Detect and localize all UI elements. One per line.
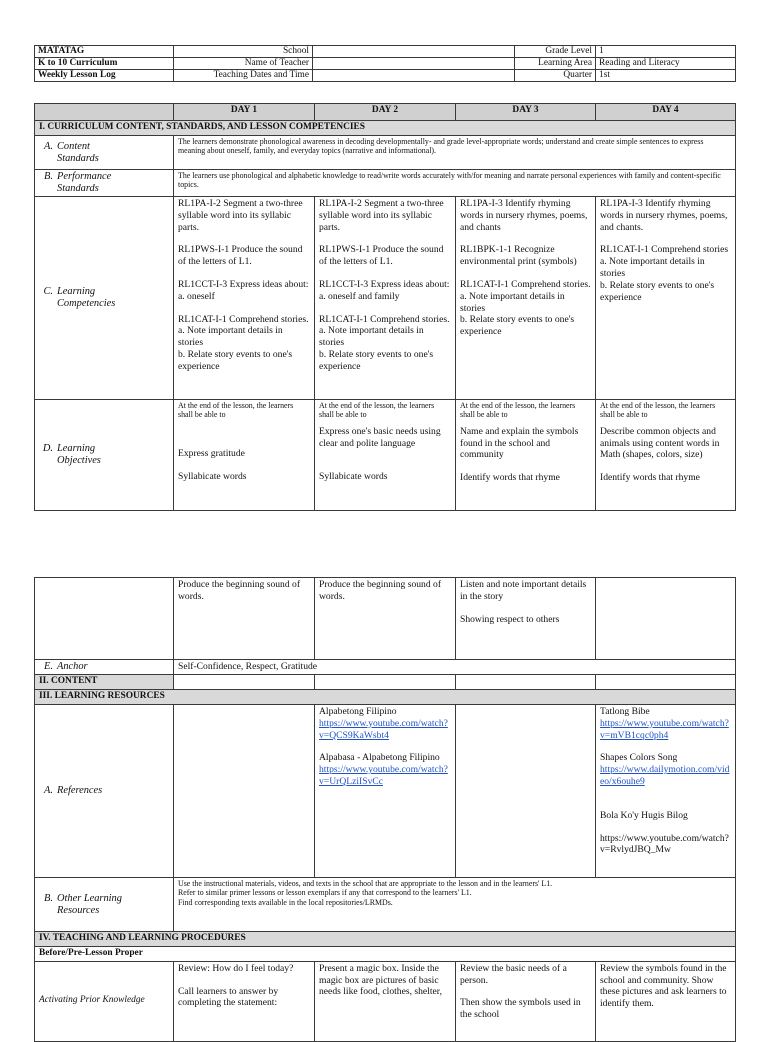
cell-line: Present a magic box. Inside the magic box are pictures of basic needs like food, clothes, shelter, bbox=[319, 962, 442, 998]
content-day-1 bbox=[174, 675, 315, 690]
objectives-row bbox=[35, 400, 736, 511]
cell-line: Showing respect to others bbox=[460, 613, 560, 625]
anchor-label-text: Anchor bbox=[57, 661, 88, 672]
teacher-value bbox=[313, 58, 515, 70]
day-4-header: DAY 4 bbox=[596, 104, 736, 121]
activating-day-1 bbox=[174, 961, 315, 1041]
line-gap bbox=[319, 303, 451, 314]
content-standards-text: The learners demonstrate phonological awareness in decoding developmentally- and grade level-appropriate words; understand and create simple sentences to express meaning about oneself, family, and everyday topics (narrative and informational). bbox=[174, 136, 736, 170]
lesson-log-table-continued bbox=[34, 577, 736, 1042]
cell-line: RL1CAT-I-1 Comprehend stories. bbox=[178, 313, 309, 325]
competencies-day-3 bbox=[456, 197, 596, 400]
objectives-continued-day-1 bbox=[174, 578, 315, 660]
cell-line: Review the basic needs of a person. bbox=[460, 962, 567, 986]
dates-value bbox=[313, 70, 515, 82]
section-procedures-title: IV. TEACHING AND LEARNING PROCEDURES bbox=[35, 932, 736, 947]
competencies-row bbox=[35, 197, 736, 400]
quarter-value: 1st bbox=[596, 70, 736, 82]
references-row bbox=[35, 705, 736, 878]
line-gap bbox=[460, 986, 591, 997]
activating-day-2 bbox=[315, 961, 456, 1041]
references-day-1 bbox=[174, 705, 315, 878]
competencies-label bbox=[35, 197, 174, 400]
reference-text: Alpabasa - Alpabetong Filipino bbox=[319, 752, 440, 764]
cell-line: a. Note important details in stories bbox=[600, 256, 705, 279]
objectives-continued-row bbox=[35, 578, 736, 660]
line-gap bbox=[178, 268, 310, 279]
anchor-row bbox=[35, 660, 736, 675]
competencies-day-2 bbox=[315, 197, 456, 400]
school-value bbox=[313, 46, 515, 58]
content-day-4 bbox=[596, 675, 736, 690]
objectives-label-line1: Learning bbox=[57, 443, 96, 454]
line-gap bbox=[178, 233, 310, 244]
performance-standards-row bbox=[35, 170, 736, 197]
section-resources-title: III. LEARNING RESOURCES bbox=[35, 690, 736, 705]
line-gap bbox=[600, 741, 731, 752]
line-gap bbox=[178, 303, 310, 314]
anchor-text: Self-Confidence, Respect, Gratitude bbox=[174, 660, 736, 675]
grade-level-value: 1 bbox=[596, 46, 736, 58]
objectives-label bbox=[35, 400, 174, 511]
line-gap bbox=[460, 268, 591, 279]
cell-line: Syllabicate words bbox=[178, 470, 247, 482]
cell-line: Identify words that rhyme bbox=[600, 472, 700, 484]
competencies-label-line1: Learning bbox=[57, 286, 96, 297]
day-header-row bbox=[35, 104, 736, 121]
performance-standards-index: B. bbox=[44, 171, 53, 182]
grade-level-label: Grade Level bbox=[515, 46, 596, 58]
cell-line: Produce the beginning sound of words. bbox=[178, 579, 301, 602]
other-resources-line-1: Use the instructional materials, videos, and texts in the school that are appropriate to the lesson and in the learners' L1. bbox=[178, 879, 553, 888]
objectives-label-line2: Objectives bbox=[57, 455, 101, 466]
other-resources-row bbox=[35, 878, 736, 932]
competencies-index: C. bbox=[43, 286, 53, 297]
cell-line: a. Note important details in stories bbox=[319, 325, 424, 349]
cell-line: Produce the beginning sound of words. bbox=[319, 579, 442, 602]
quarter-label: Quarter bbox=[515, 70, 596, 82]
section-curriculum-title: I. CURRICULUM CONTENT, STANDARDS, AND LESSON COMPETENCIES bbox=[35, 121, 736, 136]
content-standards-label bbox=[35, 136, 174, 170]
line-gap bbox=[460, 233, 591, 244]
cell-line: Call learners to answer by completing the statement: bbox=[178, 985, 279, 1009]
cell-line: b. Relate story events to one's experience bbox=[460, 314, 575, 338]
header-title-2: K to 10 Curriculum bbox=[35, 58, 174, 70]
cell-line: Express gratitude bbox=[178, 447, 245, 459]
performance-standards-label-line2: Standards bbox=[57, 183, 99, 194]
resources-section-row bbox=[35, 690, 736, 705]
day-3-header: DAY 3 bbox=[456, 104, 596, 121]
objectives-day-3 bbox=[456, 400, 596, 511]
objectives-day-1 bbox=[174, 400, 315, 511]
performance-standards-label-line1: Performance bbox=[57, 171, 112, 182]
other-resources-line-3: Find corresponding texts available in the local repositories/LRMDs. bbox=[178, 897, 393, 907]
cell-line: At the end of the lesson, the learners shall be able to bbox=[178, 401, 294, 420]
header-title-1: MATATAG bbox=[35, 46, 174, 58]
cell-line: RL1CAT-I-1 Comprehend stories bbox=[600, 244, 729, 256]
cell-line: RL1PA-I-3 Identify rhyming words in nursery rhymes, poems, and chants. bbox=[600, 198, 728, 233]
cell-line: RL1CCT-I-3 Express ideas about: bbox=[178, 278, 309, 290]
reference-text: Tatlong Bibe bbox=[600, 706, 650, 717]
cell-line: a. oneself and family bbox=[319, 290, 400, 302]
section-content-title: II. CONTENT bbox=[35, 675, 174, 690]
objectives-continued-day-4 bbox=[596, 578, 736, 660]
cell-line: a. Note important details in stories bbox=[460, 290, 565, 314]
performance-standards-text: The learners use phonological and alphabetic knowledge to read/write words accurately with/for meaning and narrate personal experiences with family and content-specific topics. bbox=[174, 170, 736, 197]
activating-row bbox=[35, 961, 736, 1041]
cell-line: Express one's basic needs using clear and polite language bbox=[319, 425, 441, 449]
line-gap bbox=[319, 460, 451, 471]
references-index: A. bbox=[44, 785, 53, 796]
reference-text: https://www.youtube.com/watch?v=RvlydJBQ_Mw bbox=[600, 832, 729, 856]
cell-line: Syllabicate words bbox=[319, 471, 388, 483]
references-day-2 bbox=[315, 705, 456, 878]
line-gap bbox=[178, 426, 310, 437]
line-gap bbox=[178, 975, 310, 986]
content-day-2 bbox=[315, 675, 456, 690]
cell-line: Then show the symbols used in the school bbox=[460, 997, 581, 1021]
day-1-header: DAY 1 bbox=[174, 104, 315, 121]
reference-link[interactable]: https://www.dailymotion.com/video/x6ouhe9 bbox=[600, 764, 730, 787]
learning-area-value: Reading and Literacy bbox=[596, 58, 736, 70]
teacher-label: Name of Teacher bbox=[174, 58, 313, 70]
performance-standards-label bbox=[35, 170, 174, 197]
reference-text: Shapes Colors Song bbox=[600, 752, 678, 764]
header-title-3: Weekly Lesson Log bbox=[35, 70, 174, 82]
cell-line: RL1CAT-I-1 Comprehend stories. bbox=[460, 278, 591, 290]
references-day-4 bbox=[596, 705, 736, 878]
line-gap bbox=[319, 233, 451, 244]
lesson-log-table bbox=[34, 103, 736, 511]
objectives-index: D. bbox=[42, 443, 53, 454]
objectives-day-2 bbox=[315, 400, 456, 511]
content-standards-index: A. bbox=[44, 140, 53, 152]
cell-line: At the end of the lesson, the learners shall be able to bbox=[319, 401, 435, 420]
cell-line: a. oneself bbox=[178, 290, 215, 302]
cell-line: b. Relate story events to one's experience bbox=[178, 348, 293, 372]
reference-link[interactable]: https://www.youtube.com/watch?v=QCS9KaWsbt4 bbox=[319, 717, 448, 741]
activating-day-4 bbox=[596, 961, 736, 1041]
cell-line: RL1BPK-1-1 Recognize environmental print (symbols) bbox=[460, 244, 577, 268]
cell-line: Name and explain the symbols found in the school and community bbox=[460, 425, 579, 461]
objectives-continued-day-3 bbox=[456, 578, 596, 660]
cell-line: b. Relate story events to one's experience bbox=[319, 348, 434, 372]
references-day-3 bbox=[456, 705, 596, 878]
cell-line: RL1PA-I-2 Segment a two-three syllable word into its syllabic parts. bbox=[178, 198, 303, 233]
section-row bbox=[35, 121, 736, 136]
cell-line: RL1CAT-I-1 Comprehend stories. bbox=[319, 313, 450, 325]
cell-line: a. Note important details in stories bbox=[178, 325, 283, 349]
cell-line: b. Relate story events to one's experience bbox=[600, 279, 715, 303]
competencies-label-line2: Competencies bbox=[57, 298, 116, 309]
dates-label: Teaching Dates and Time bbox=[174, 70, 313, 82]
reference-text: Alpabetong Filipino bbox=[319, 706, 397, 717]
cell-line: RL1PWS-I-1 Produce the sound of the letters of L1. bbox=[178, 244, 303, 268]
activating-label: Activating Prior Knowledge bbox=[35, 961, 174, 1041]
reference-link[interactable]: https://www.youtube.com/watch?v=UrQLziISvCc bbox=[319, 764, 448, 787]
competencies-day-4 bbox=[596, 197, 736, 400]
cell-line: At the end of the lesson, the learners shall be able to bbox=[460, 401, 576, 420]
line-gap bbox=[600, 822, 731, 833]
procedures-section-row bbox=[35, 932, 736, 947]
activating-day-3 bbox=[456, 961, 596, 1041]
competencies-day-1 bbox=[174, 197, 315, 400]
anchor-index: E. bbox=[44, 661, 53, 672]
reference-link[interactable]: https://www.youtube.com/watch?v=mVB1cqc0ph4 bbox=[600, 717, 729, 741]
other-resources-line-2: Refer to similar primer lessons or lesson exemplars if any that correspond to the learners' L1. bbox=[178, 888, 472, 898]
cell-line: Identify words that rhyme bbox=[460, 472, 560, 484]
line-gap bbox=[460, 603, 591, 614]
line-gap bbox=[319, 268, 451, 279]
anchor-label bbox=[35, 660, 174, 675]
other-resources-label bbox=[35, 878, 174, 932]
line-gap bbox=[178, 460, 310, 471]
content-standards-label-line2: Standards bbox=[57, 152, 99, 164]
references-label-text: References bbox=[57, 785, 103, 796]
cell-line: Review the symbols found in the school and community. Show these pictures and ask learners to identify them. bbox=[600, 962, 727, 1010]
other-resources-label-line2: Resources bbox=[57, 904, 100, 916]
line-gap bbox=[178, 437, 310, 448]
cell-line: RL1PA-I-2 Segment a two-three syllable word into its syllabic parts. bbox=[319, 198, 444, 233]
before-lesson-title: Before/Pre-Lesson Proper bbox=[35, 947, 736, 962]
objectives-continued-day-2 bbox=[315, 578, 456, 660]
cell-line: RL1CCT-I-3 Express ideas about: bbox=[319, 278, 450, 290]
line-gap bbox=[600, 233, 731, 244]
line-gap bbox=[600, 799, 731, 810]
cell-line: Review: How do I feel today? bbox=[178, 962, 294, 974]
content-standards-row bbox=[35, 136, 736, 170]
cell-line: Describe common objects and animals using content words in Math (shapes, colors, size) bbox=[600, 425, 720, 461]
content-day-3 bbox=[456, 675, 596, 690]
line-gap bbox=[600, 788, 731, 799]
cell-line: Listen and note important details in the story bbox=[460, 579, 587, 602]
content-standards-label-line1: Content bbox=[57, 140, 90, 152]
day-header-blank bbox=[35, 104, 174, 121]
line-gap bbox=[600, 461, 731, 472]
cell-line: RL1PA-I-3 Identify rhyming words in nursery rhymes, poems, and chants bbox=[460, 198, 588, 233]
header-info-table bbox=[34, 45, 736, 82]
other-resources-text bbox=[174, 878, 736, 932]
other-resources-label-line1: Other Learning bbox=[57, 892, 122, 904]
other-resources-index: B. bbox=[44, 892, 53, 904]
cell-line: At the end of the lesson, the learners shall be able to bbox=[600, 401, 716, 420]
references-label bbox=[35, 705, 174, 878]
day-2-header: DAY 2 bbox=[315, 104, 456, 121]
learning-area-label: Learning Area bbox=[515, 58, 596, 70]
line-gap bbox=[319, 449, 451, 460]
content-section-row bbox=[35, 675, 736, 690]
line-gap bbox=[460, 461, 591, 472]
school-label: School bbox=[174, 46, 313, 58]
objectives-continued-label bbox=[35, 578, 174, 660]
reference-text: Bola Ko'y Hugis Bilog bbox=[600, 809, 688, 821]
line-gap bbox=[319, 741, 451, 752]
cell-line: RL1PWS-I-1 Produce the sound of the letters of L1. bbox=[319, 244, 444, 268]
objectives-day-4 bbox=[596, 400, 736, 511]
before-lesson-row bbox=[35, 947, 736, 962]
